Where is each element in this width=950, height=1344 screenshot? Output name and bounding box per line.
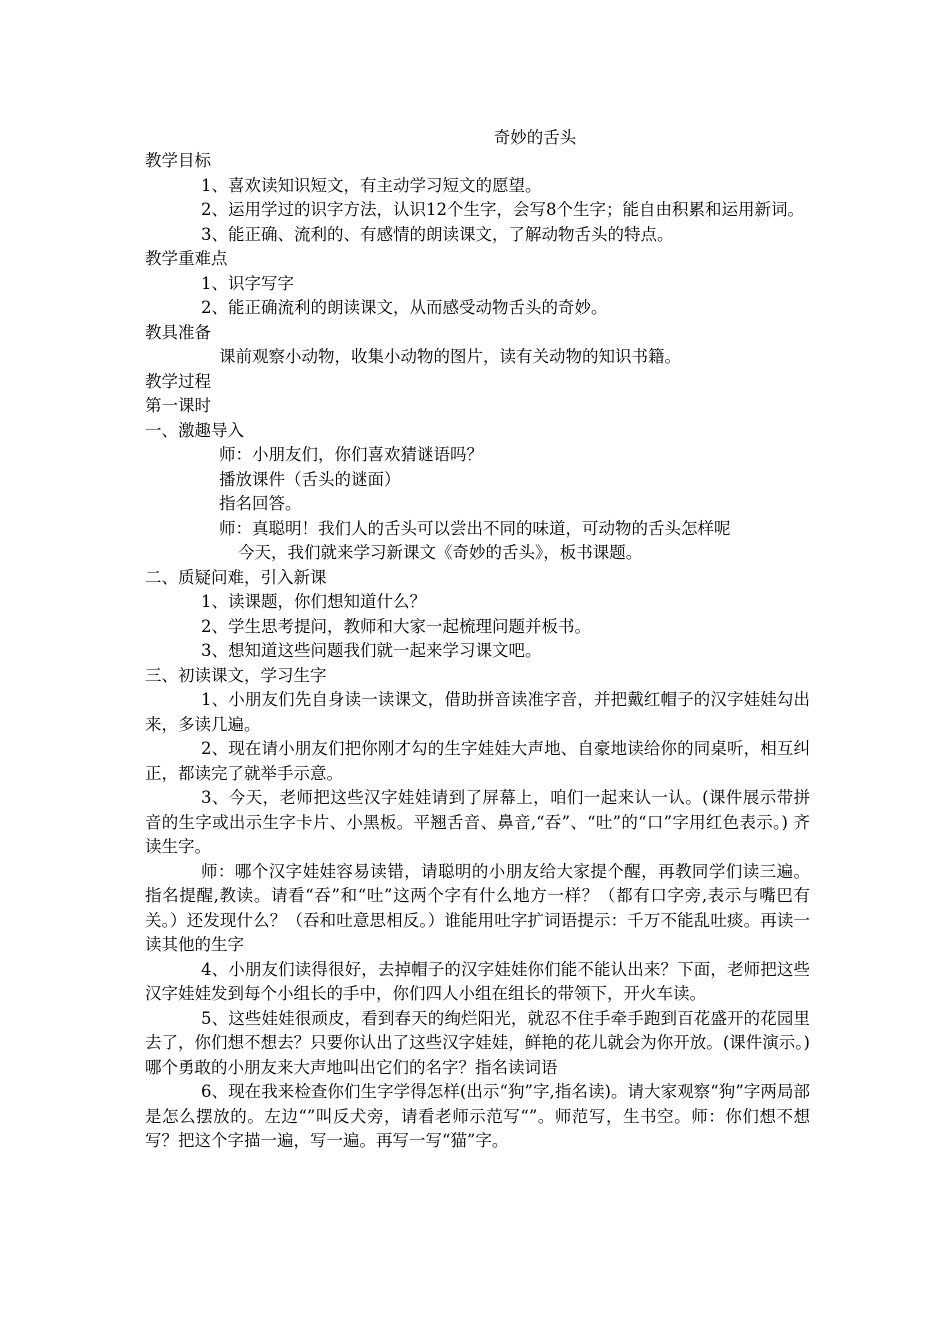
- key-item: 2、能正确流利的朗读课文，从而感受动物舌头的奇妙。: [201, 298, 608, 317]
- section-heading-goals: 教学目标: [145, 151, 211, 170]
- part-paragraph: 5、这些娃娃很顽皮，看到春天的绚烂阳光，就忍不住手牵手跑到百花盛开的花园里去了，你们想不想去？只要你认出了这些汉字娃娃，鲜艳的花儿就会为你开放。(课件演示。)哪个勇敢的小朋友来大声地叫出它们的名字？指名读词语: [145, 1008, 810, 1077]
- part-line: 指名回答。: [219, 494, 302, 513]
- part-line: 师：真聪明！我们人的舌头可以尝出不同的味道，可动物的舌头怎样呢: [219, 518, 731, 538]
- section-heading-key: 教学重难点: [145, 249, 228, 268]
- part-line: 3、想知道这些问题我们就一起来学习课文吧。: [201, 641, 542, 660]
- part-line: 1、读课题，你们想知道什么？: [201, 592, 426, 611]
- part-line: 今天，我们就来学习新课文《奇妙的舌头》，板书课题。: [238, 543, 643, 562]
- part-line: 播放课件（舌头的谜面）: [219, 469, 401, 489]
- part-paragraph: 3、今天，老师把这些汉字娃娃请到了屏幕上，咱们一起来认一认。(课件展示带拼音的生字或出示生字卡片、小黑板。平翘舌音、鼻音,“吞”、“吐”的“口”字用红色表示。) 齐读生字。: [145, 788, 810, 856]
- part-heading: 三、初读课文，学习生字: [145, 665, 327, 685]
- document-title: 奇妙的舌头: [493, 128, 577, 147]
- part-heading: 一、激趣导入: [145, 420, 244, 440]
- part-line: 2、学生思考提问，教师和大家一起梳理问题并板书。: [201, 616, 591, 636]
- part-paragraph: 4、小朋友们读得很好，去掉帽子的汉字娃娃你们能不能认出来？下面，老师把这些汉字娃娃发到每个小组长的手中，你们四人小组在组长的带领下，开火车读。: [145, 959, 810, 1003]
- key-item: 1、识字写字: [201, 273, 294, 293]
- section-heading-process: 教学过程: [145, 371, 211, 391]
- section-heading-prep: 教具准备: [145, 322, 211, 342]
- part-heading: 二、质疑问难，引入新课: [145, 567, 327, 587]
- goal-item: 3、能正确、流利的、有感情的朗读课文，了解动物舌头的特点。: [201, 224, 674, 244]
- goal-item: 2、运用学过的识字方法，认识12个生字，会写8个生字；能自由积累和运用新词。: [201, 200, 804, 219]
- document-body: [145, 149, 810, 1154]
- part-paragraph: 1、小朋友们先自身读一读课文，借助拼音读准字音，并把戴红帽子的汉字娃娃勾出来，多读几遍。: [145, 690, 810, 734]
- goal-item: 1、喜欢读知识短文，有主动学习短文的愿望。: [201, 175, 542, 195]
- part-paragraph: 6、现在我来检查你们生字学得怎样(出示“狗”字,指名读)。请大家观察“狗”字两局部是怎么摆放的。左边“”叫反犬旁，请看老师示范写“”。师范写，生书空。师：你们想不想写？把这个字描一遍，写一遍。再写一写“猫”字。: [145, 1082, 810, 1150]
- part-paragraph: 师：哪个汉字娃娃容易读错，请聪明的小朋友给大家提个醒，再教同学们读三遍。指名提醒,教读。请看“吞”和“吐”这两个字有什么地方一样？（都有口字旁,表示与嘴巴有关。）还发现什么？（吞和吐意思相反。）谁能用吐字扩词语提示：千万不能乱吐痰。再读一读其他的生字: [145, 861, 810, 954]
- prep-text: 课前观察小动物，收集小动物的图片，读有关动物的知识书籍。: [219, 347, 681, 366]
- part-paragraph: 2、现在请小朋友们把你刚才勾的生字娃娃大声地、自豪地读给你的同桌听，相互纠正，都读完了就举手示意。: [145, 739, 810, 783]
- part-line: 师：小朋友们，你们喜欢猜谜语吗？: [219, 445, 483, 464]
- lesson-label: 第一课时: [145, 396, 211, 415]
